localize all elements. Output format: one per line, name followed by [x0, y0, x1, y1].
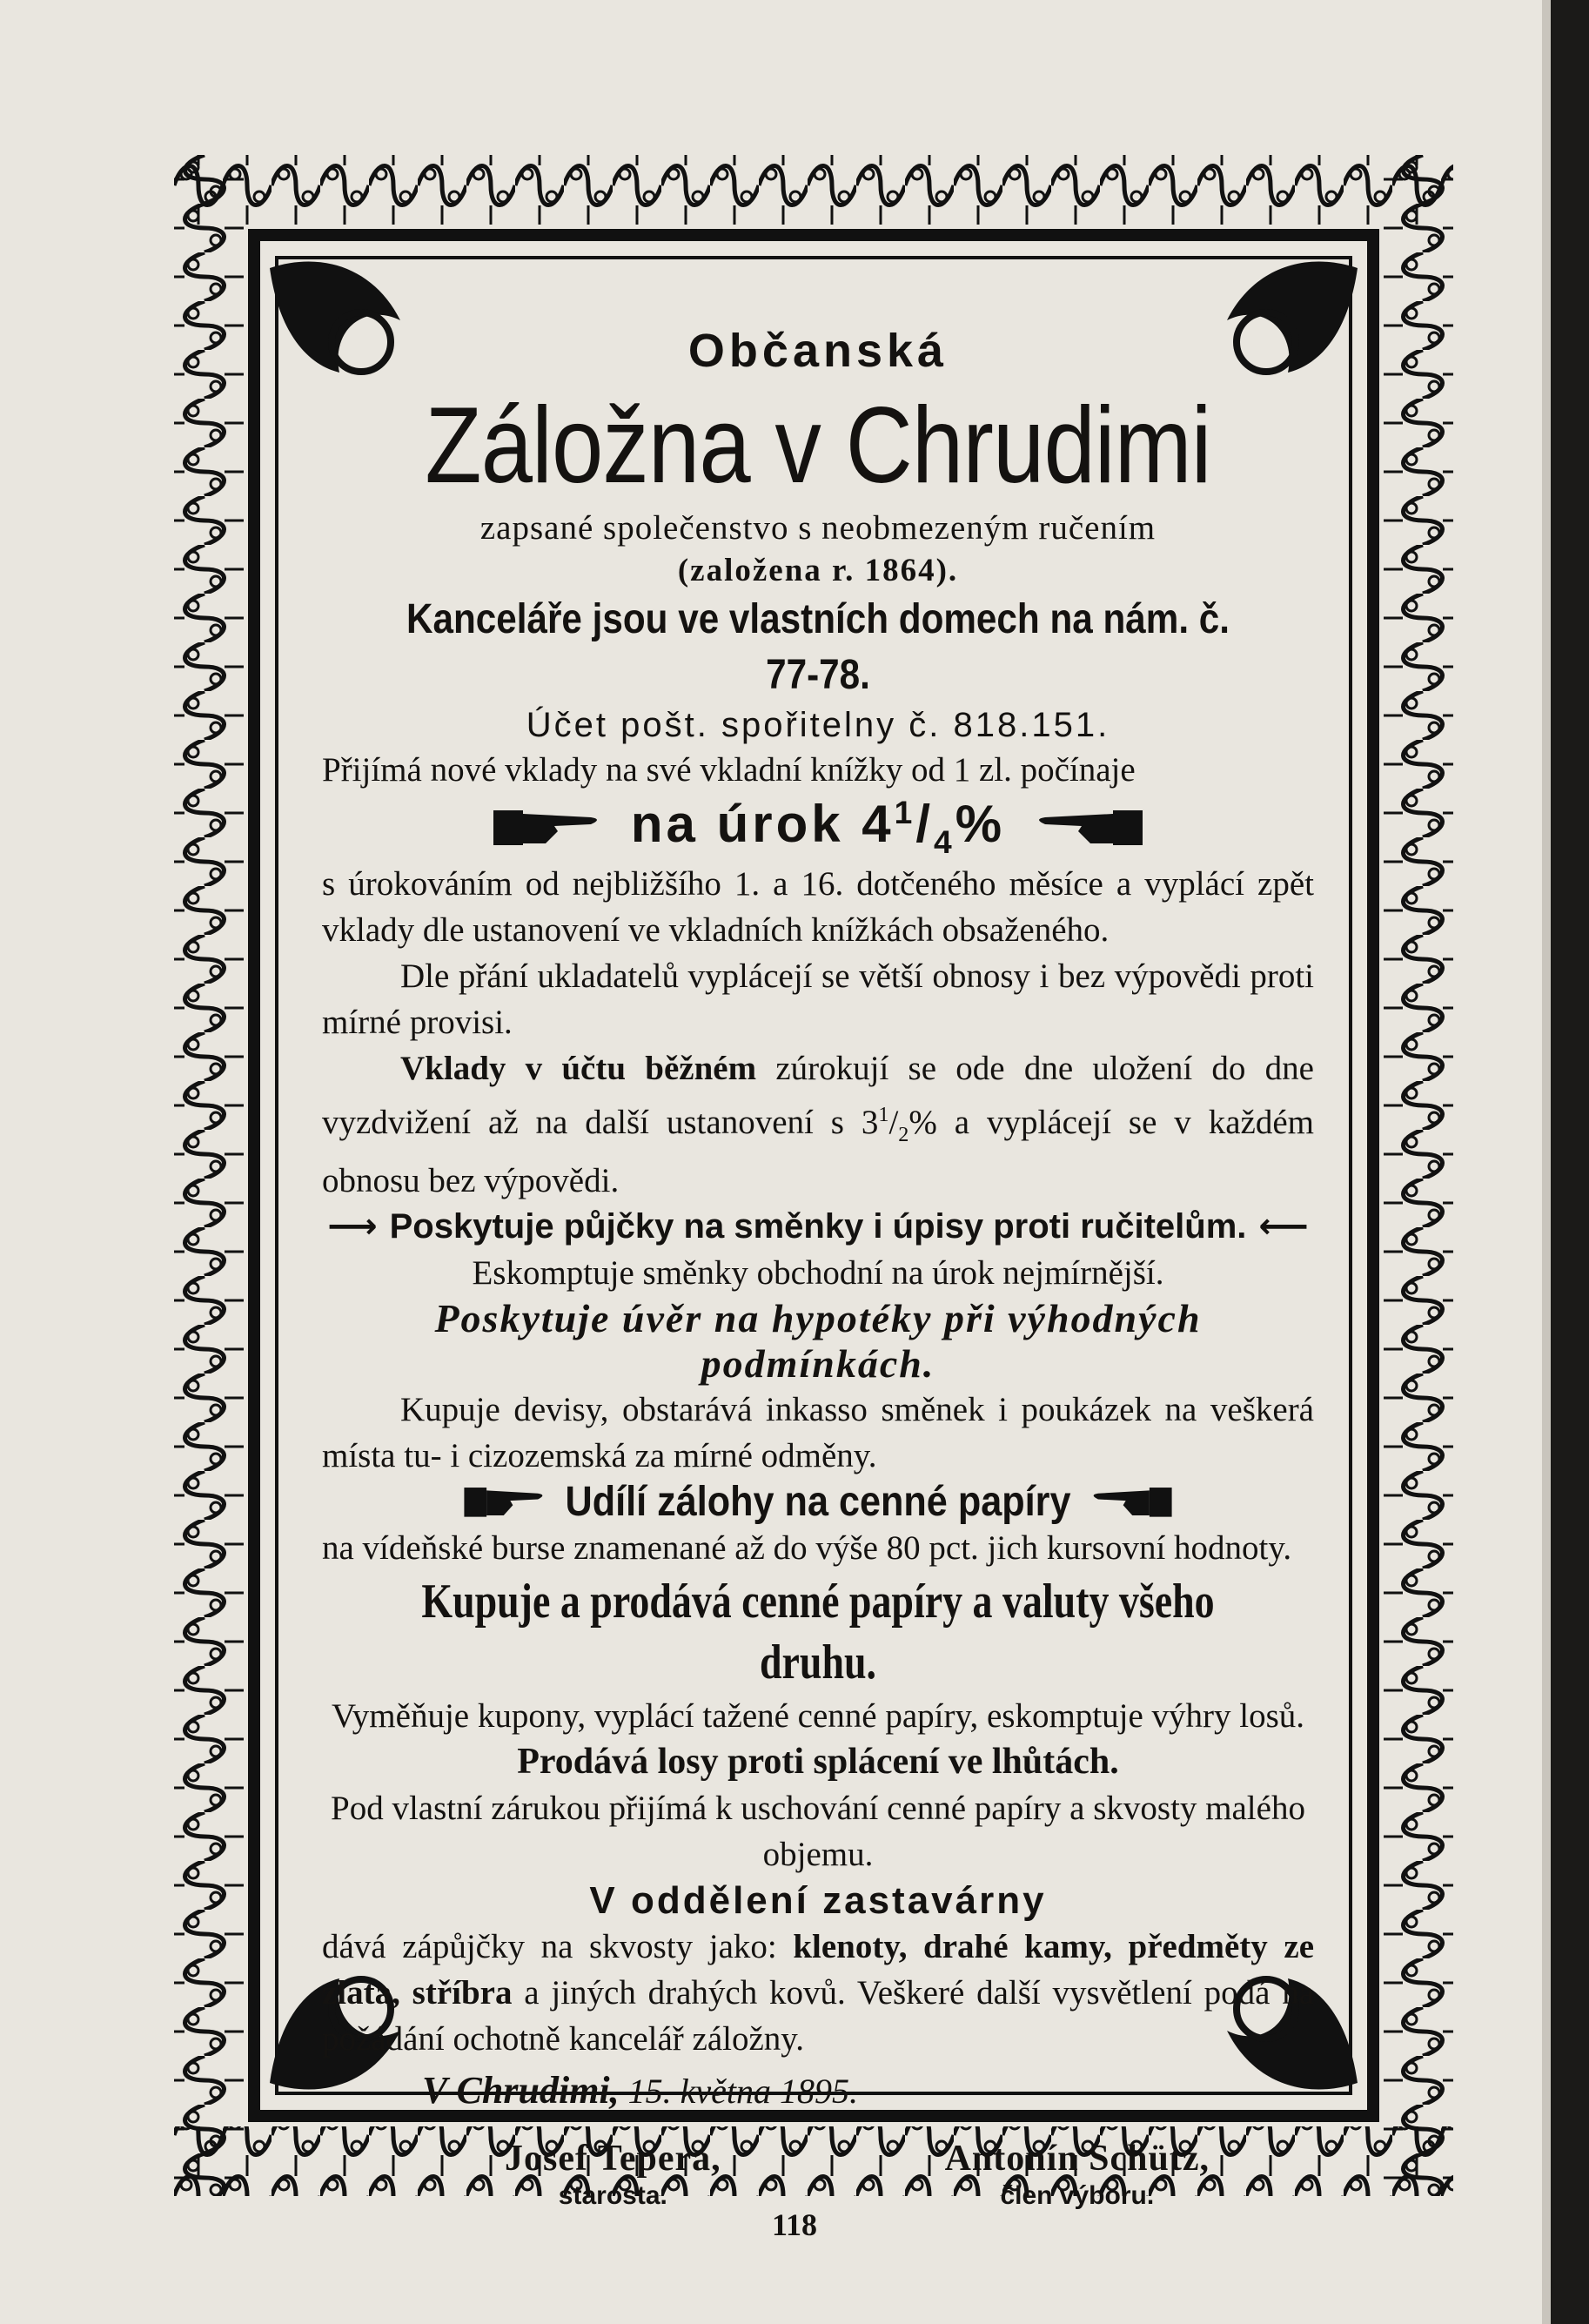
- discount-line: Eskomptuje směnky obchodní na úrok nejmírnější.: [472, 1253, 1164, 1292]
- page-number: 118: [771, 2207, 817, 2242]
- arrow-right-icon: ⟶: [327, 1206, 378, 1246]
- pointing-hand-left-icon: [1031, 805, 1143, 849]
- founded-line: (založena r. 1864).: [677, 553, 959, 588]
- signatures: [322, 2137, 1314, 2212]
- title-large: Záložna v Chrudimi: [425, 386, 1211, 506]
- rate-percent: %: [955, 794, 1006, 853]
- current-account-text-1: zúrokují se ode dne uložení do dne vyzdvižení až na další ustanovení s 3: [322, 1050, 1314, 1141]
- subtitle: zapsané společenstvo s neobmezeným ručením: [479, 509, 1157, 547]
- pawn-text-2: a jiných drahých kovů. Veškeré další vysvětlení podá na požádání ochotně kancelář záložny.: [322, 1973, 1315, 2058]
- rate-label: na úrok: [630, 794, 844, 853]
- pawn-bold: klenoty, drahé kamy, předměty ze zlata, stříbra: [322, 1927, 1315, 2012]
- withdrawal-paragraph: Dle přání ukladatelů vyplácejí se větší obnosy i bez výpovědi proti mírné provisi.: [322, 957, 1314, 1041]
- place: V Chrudimi,: [422, 2068, 620, 2112]
- title-small: Občanská: [687, 325, 949, 377]
- signature-2: [945, 2137, 1210, 2212]
- arrow-left-icon: ⟵: [1258, 1206, 1309, 1246]
- rate-numerator: 1: [894, 793, 916, 830]
- place-date-line: [322, 2067, 1314, 2114]
- loans-text: Poskytuje půjčky na směnky i úpisy proti ručitelům.: [389, 1206, 1247, 1246]
- advertisement-content: [322, 320, 1315, 2210]
- page-edge-dark: [1551, 0, 1589, 2324]
- offices-line: Kanceláře jsou ve vlastních domech na nám. č. 77-78.: [406, 596, 1230, 698]
- interest-paragraph: s úrokováním od nejbližšího 1. a 16. dotčeného měsíce a vyplácí zpět vklady dle ustanovení ve vkladních knížkách obsaženého.: [322, 865, 1314, 949]
- current-account-paragraph: Vklady v účtu běžném zúrokují se ode dne uložení do dne vyzdvižení až na další ustanovení s $3^1/_2\%$ a vyplácejí se v každém obnosu bez výpovědi.: [322, 1050, 1314, 1199]
- buy-sell-line: Kupuje a prodává cenné papíry a valuty všeho druhu.: [421, 1574, 1215, 1689]
- current-account-denominator: 2: [898, 1122, 909, 1146]
- rate-text: na úrok $4^1/_4\%$: [630, 793, 1006, 860]
- foreign-paragraph: Kupuje devisy, obstarává inkasso směnek i poukázek na veškerá místa tu- i cizozemská za mírné odměny.: [322, 1390, 1314, 1474]
- current-account-bold: Vklady v účtu běžném: [400, 1050, 757, 1087]
- signature-1: [505, 2137, 721, 2212]
- current-account-text-2: % a vyplácejí se v každém obnosu bez výpovědi.: [322, 1104, 1314, 1199]
- signature-role: člen výboru.: [1000, 2180, 1155, 2210]
- pawn-text-1: dává zápůjčky na skvosty jako:: [322, 1927, 777, 1965]
- pointing-hand-left-icon: [1086, 1483, 1172, 1520]
- pointing-hand-right-icon: [493, 805, 605, 849]
- pawn-title: V oddělení zastavárny: [589, 1878, 1047, 1922]
- current-account-numerator: 1: [878, 1103, 889, 1126]
- date: 15. května 1895.: [627, 2071, 859, 2111]
- advances-paragraph: na vídeňské burse znamenané až do výše 80 pct. jich kursovní hodnoty.: [322, 1528, 1292, 1567]
- signature-name: Antonín Schütz,: [944, 2138, 1210, 2179]
- custody-line: Pod vlastní zárukou přijímá k uschování cenné papíry a skvosty malého objemu.: [331, 1789, 1305, 1873]
- postal-account: Účet pošt. spořitelny č. 818.151.: [526, 706, 1110, 744]
- deposits-intro: Přijímá nové vklady na své vkladní knížky od 1 zl. počínaje: [322, 751, 1136, 789]
- signature-role: starosta.: [558, 2180, 667, 2210]
- rate-whole: 4: [862, 794, 895, 853]
- rate-denominator: 4: [934, 823, 955, 860]
- advertisement-frame: [174, 155, 1453, 2210]
- page-edge-light: [1542, 0, 1551, 2324]
- interest-rate-line: [322, 795, 1314, 859]
- advances-line: [372, 1479, 1264, 1525]
- coupons-line: Vyměňuje kupony, vyplácí tažené cenné papíry, eskomptuje výhry losů.: [331, 1696, 1305, 1735]
- mortgage-line: Poskytuje úvěr na hypotéky při výhodných podmínkách.: [434, 1295, 1202, 1386]
- pointing-hand-right-icon: [464, 1483, 550, 1520]
- lots-line: Prodává losy proti splácení ve lhůtách.: [517, 1741, 1119, 1782]
- advances-text: Udílí zálohy na cenné papíry: [565, 1478, 1071, 1525]
- pawn-paragraph: [322, 1924, 1314, 2062]
- signature-name: Josef Tepera,: [505, 2138, 721, 2179]
- loans-line: [322, 1204, 1314, 1250]
